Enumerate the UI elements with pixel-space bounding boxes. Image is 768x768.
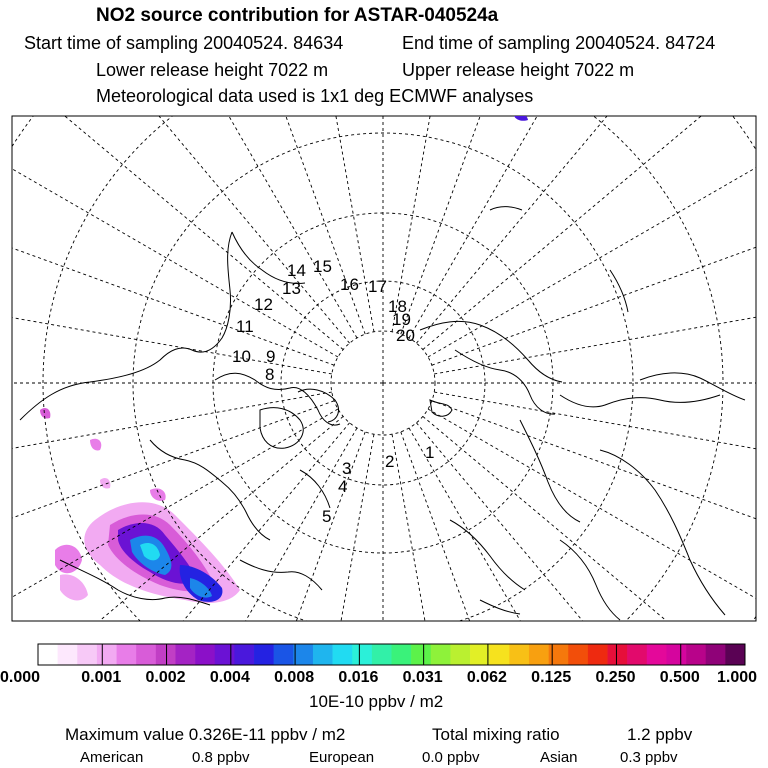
asian-value: 0.3 ppbv xyxy=(620,749,678,766)
american-label: American xyxy=(80,749,144,766)
hour-label: 17 xyxy=(368,277,387,296)
hour-label: 15 xyxy=(313,257,332,276)
european-label: European xyxy=(309,749,375,766)
lower-release-label: Lower release height 7022 m xyxy=(96,60,329,80)
total-mixing-label: Total mixing ratio xyxy=(432,725,560,744)
colorbar-tick-label: 0.008 xyxy=(274,669,315,686)
colorbar-tick-label: 0.004 xyxy=(209,669,250,686)
hour-label: 3 xyxy=(342,459,352,478)
max-value-label: Maximum value 0.326E-11 ppbv / m2 xyxy=(65,725,346,744)
hour-label: 2 xyxy=(385,452,395,471)
hour-label: 10 xyxy=(232,347,251,366)
american-value: 0.8 ppbv xyxy=(192,749,250,766)
european-value: 0.0 ppbv xyxy=(422,749,480,766)
hour-label: 18 xyxy=(388,297,407,316)
colorbar-tick-label: 1.000 xyxy=(717,669,758,686)
hour-label: 4 xyxy=(338,477,348,496)
colorbar-tick-label: 0.250 xyxy=(595,669,636,686)
colorbar-unit: 10E-10 ppbv / m2 xyxy=(309,692,444,711)
hour-label: 20 xyxy=(396,326,415,345)
hour-label: 9 xyxy=(266,347,276,366)
colorbar-tick-label: 0.002 xyxy=(145,669,186,686)
hour-label: 1 xyxy=(425,443,435,462)
hour-label: 13 xyxy=(282,279,301,298)
start-time-label: Start time of sampling 20040524. 84634 xyxy=(24,33,344,53)
hour-label: 5 xyxy=(322,507,332,526)
colorbar-tick-label: 0.500 xyxy=(659,669,700,686)
end-time-label: End time of sampling 20040524. 84724 xyxy=(402,33,716,53)
hour-label: 14 xyxy=(287,261,306,280)
hour-label: 11 xyxy=(236,317,254,336)
colorbar-tick-label: 0.031 xyxy=(402,669,443,686)
colorbar-tick-label: 0.125 xyxy=(531,669,572,686)
total-mixing-value: 1.2 ppbv xyxy=(627,725,693,744)
colorbar-tick-label: 0.000 xyxy=(0,669,41,686)
hour-label: 12 xyxy=(254,295,273,314)
map-title: NO2 source contribution for ASTAR-040524a xyxy=(96,5,499,26)
colorbar-tick-label: 0.016 xyxy=(338,669,379,686)
upper-release-label: Upper release height 7022 m xyxy=(402,60,635,80)
colorbar-tick-label: 0.001 xyxy=(81,669,122,686)
asian-label: Asian xyxy=(540,749,578,766)
hour-label: 19 xyxy=(392,310,411,329)
hour-label: 16 xyxy=(340,275,359,294)
hour-label: 8 xyxy=(265,365,275,384)
colorbar-tick-label: 0.062 xyxy=(466,669,507,686)
met-data-label: Meteorological data used is 1x1 deg ECMWF analyses xyxy=(96,86,534,106)
